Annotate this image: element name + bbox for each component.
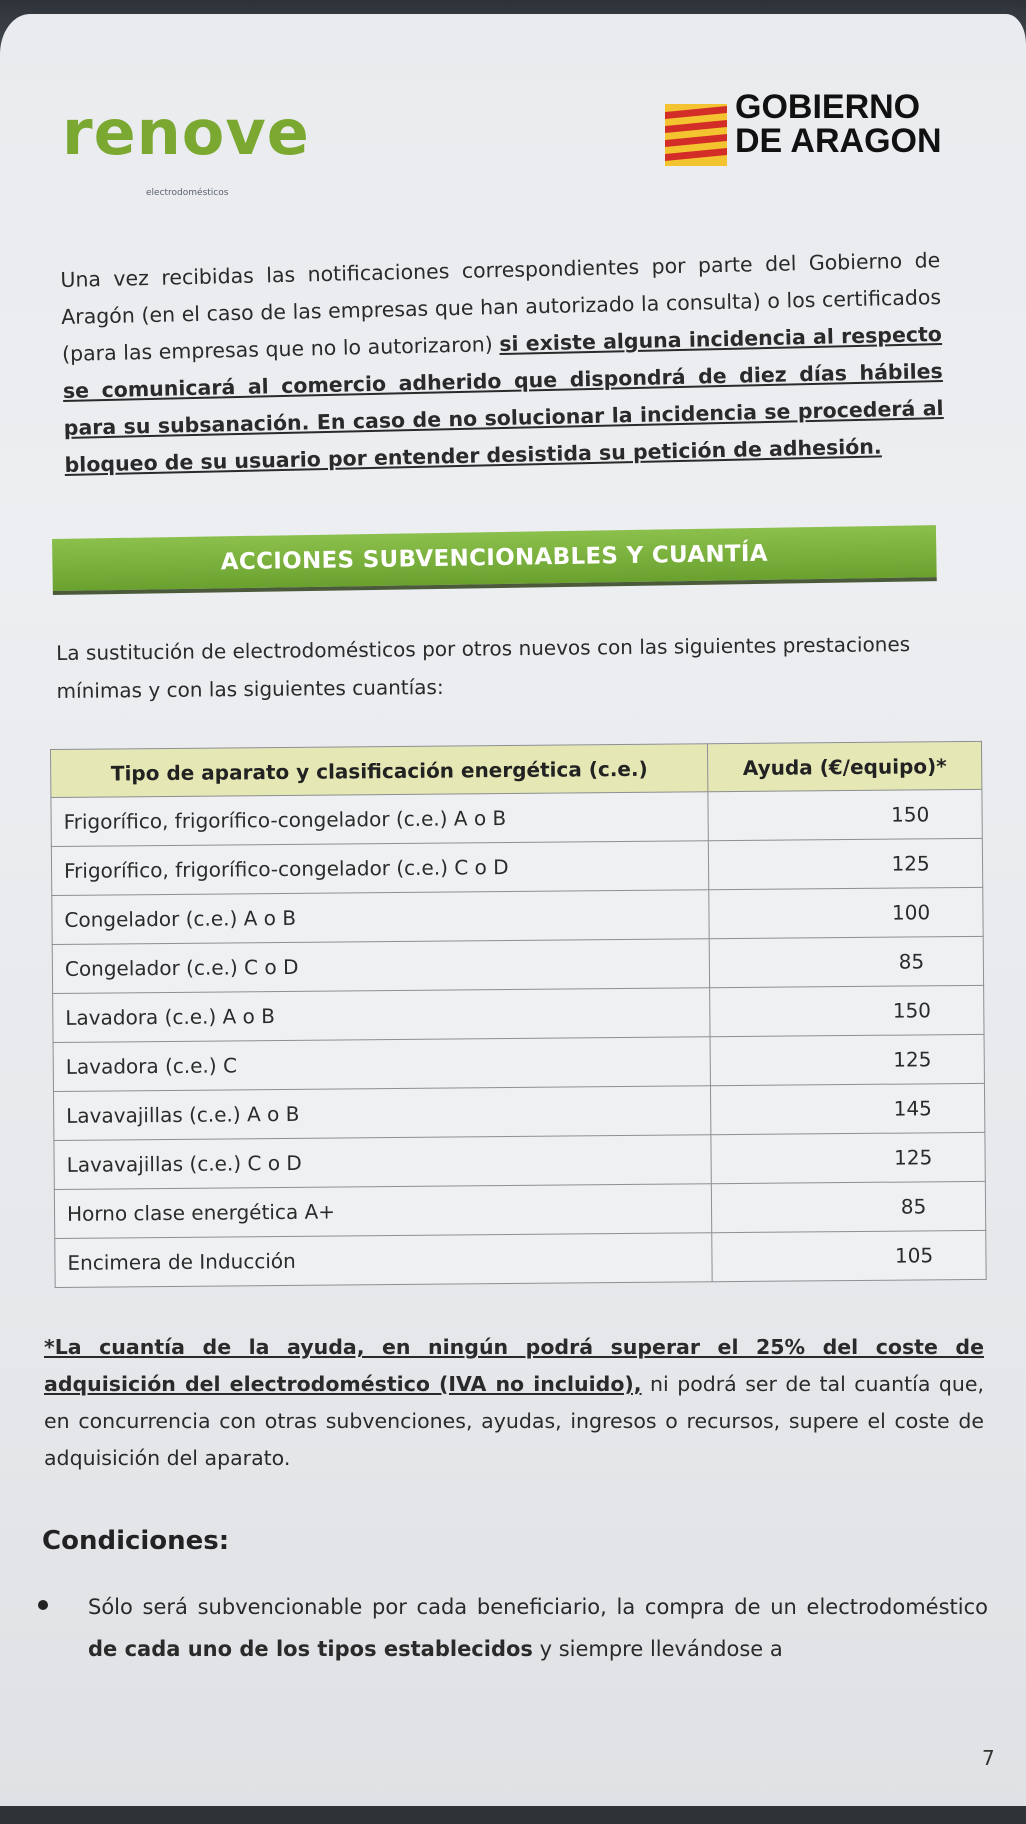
table-cell-amount: 125 [710,1034,984,1085]
conditions-title: Condiciones: [42,1526,230,1556]
table-cell-type: Congelador (c.e.) C o D [52,939,710,994]
table-cell-amount: 100 [709,887,983,938]
bullet-bold: de cada uno de los tipos establecidos [88,1637,533,1661]
conditions-bullet-text [88,1586,988,1670]
subsidy-table-grid [50,741,987,1288]
renove-logo-text: renove [62,96,310,169]
intro-plain: Una vez recibidas las notificaciones correspondientes por parte del Gobierno de Aragón (en el caso de las empresas que han autorizado la consulta) o los certificados (para las empresas que no lo autorizaron) [60,248,942,366]
table-row [53,1034,984,1091]
table-header-row [51,741,982,797]
gov-line-1: GOBIERNO [735,88,921,126]
footnote-plain: ni podrá ser de tal cuantía que, en concurrencia con otras subvenciones, ayudas, ingresos o recursos, supere el coste de adquisición del aparato. [44,1372,984,1470]
aragon-flag-icon [665,104,727,166]
table-row [55,1230,986,1287]
page-number: 7 [982,1746,995,1770]
section-title: ACCIONES SUBVENCIONABLES Y CUANTÍA [220,540,769,576]
bullet-part-1: Sólo será subvencionable por cada beneficiario, la compra de un electrodoméstico [88,1595,988,1619]
table-cell-amount: 150 [708,789,982,840]
table-cell-amount: 85 [711,1181,985,1232]
table-row [51,789,982,846]
table-cell-type: Encimera de Inducción [55,1233,713,1288]
table-cell-amount: 105 [712,1230,986,1281]
gov-line-2: DE ARAGON [735,122,942,160]
table-cell-type: Frigorífico, frigorífico-congelador (c.e.) C o D [51,841,709,896]
background-bottom [0,1806,1026,1824]
table-header-type: Tipo de aparato y clasificación energética (c.e.) [51,744,709,798]
subsidy-table [50,741,987,1288]
table-cell-type: Lavavajillas (c.e.) C o D [54,1135,712,1190]
table-row [54,1181,985,1238]
table-row [51,838,982,895]
table-row [54,1132,985,1189]
footnote-paragraph [44,1329,984,1477]
bullet-part-2: y siempre llevándose a [532,1637,783,1661]
gobierno-aragon-logo [665,90,955,170]
section-banner [52,525,937,595]
table-cell-amount: 125 [711,1132,985,1183]
table-cell-type: Congelador (c.e.) A o B [52,890,710,945]
table-cell-type: Lavavajillas (c.e.) A o B [53,1086,711,1141]
table-row [52,887,983,944]
renove-logo [62,96,322,206]
bullet-icon [38,1600,48,1610]
intro-paragraph [60,242,945,484]
table-cell-amount: 145 [711,1083,985,1134]
table-row [53,985,984,1042]
document-page [0,14,1026,1814]
gobierno-aragon-text [735,90,942,158]
intro-emphasis: si existe alguna incidencia al respecto se comunicará al comercio adherido que dispondrá de diez días hábiles para su subsanación. En caso de no solucionar la incidencia se procederá al bloqueo de su usuario por entender desistida su petición de adhesión. [62,322,944,477]
renove-logo-subtitle: electrodomésticos [146,188,229,198]
table-cell-amount: 85 [709,936,983,987]
table-cell-type: Frigorífico, frigorífico-congelador (c.e.) A o B [51,792,709,847]
table-cell-type: Lavadora (c.e.) A o B [53,988,711,1043]
table-cell-type: Horno clase energética A+ [54,1184,712,1239]
table-cell-type: Lavadora (c.e.) C [53,1037,711,1092]
section-lead: La sustitución de electrodomésticos por otros nuevos con las siguientes prestaciones mínimas y con las siguientes cuantías: [56,632,911,703]
table-cell-amount: 150 [710,985,984,1036]
table-header-amount: Ayuda (€/equipo)* [708,741,982,791]
table-row [53,1083,984,1140]
footnote-emphasis: *La cuantía de la ayuda, en ningún podrá superar el 25% del coste de adquisición del electrodoméstico (IVA no incluido), [44,1335,984,1396]
table-cell-amount: 125 [708,838,982,889]
table-row [52,936,983,993]
